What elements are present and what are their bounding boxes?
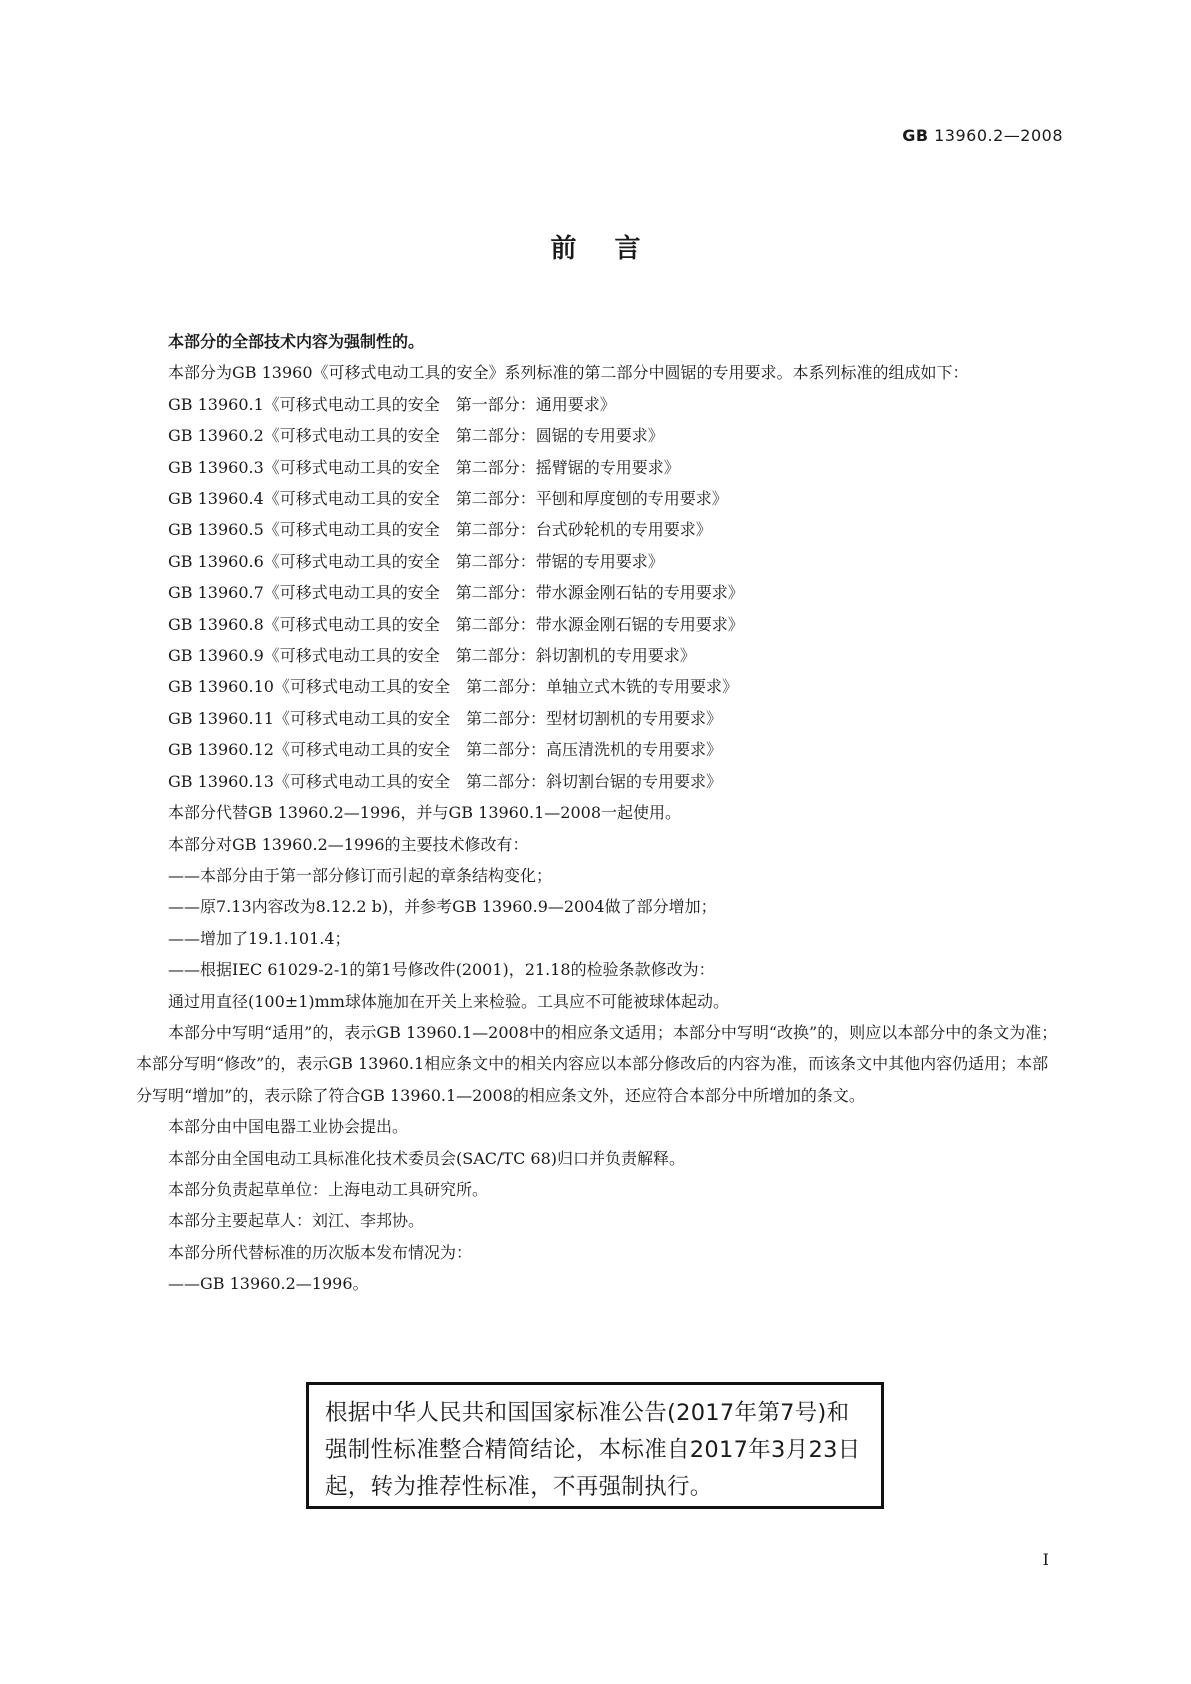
change-item: ——原7.13内容改为8.12.2 b)，并参考GB 13960.9—2004做了部分增加；	[168, 897, 717, 917]
list-item: GB 13960.4《可移式电动工具的安全 第二部分：平刨和厚度刨的专用要求》	[168, 489, 728, 509]
notice-box: 根据中华人民共和国国家标准公告(2017年第7号)和强制性标准整合精简结论，本标准自2017年3月23日起，转为推荐性标准，不再强制执行。	[306, 1382, 884, 1509]
paragraph: 本部分对GB 13960.2—1996的主要技术修改有：	[168, 834, 529, 854]
standard-code: 13960.2—2008	[934, 126, 1063, 145]
foreword-body	[136, 326, 1060, 1300]
page-title: 前言	[550, 234, 679, 264]
change-item: ——根据IEC 61029-2-1的第1号修改件(2001)，21.18的检验条款修改为：	[168, 960, 715, 980]
paragraph: 本部分的全部技术内容为强制性的。	[168, 332, 425, 351]
paragraph: 本部分由中国电器工业协会提出。	[168, 1117, 409, 1137]
list-item: GB 13960.13《可移式电动工具的安全 第二部分：斜切割台锯的专用要求》	[168, 771, 722, 791]
paragraph: 本部分主要起草人：刘江、李邦协。	[168, 1211, 425, 1231]
list-item: GB 13960.7《可移式电动工具的安全 第二部分：带水源金刚石钻的专用要求》	[168, 583, 744, 603]
list-item: GB 13960.10《可移式电动工具的安全 第二部分：单轴立式木铣的专用要求》	[168, 677, 738, 697]
paragraph: 本部分由全国电动工具标准化技术委员会(SAC/TC 68)归口并负责解释。	[168, 1148, 685, 1168]
list-item: GB 13960.6《可移式电动工具的安全 第二部分：带锯的专用要求》	[168, 551, 664, 571]
list-item: GB 13960.3《可移式电动工具的安全 第二部分：摇臂锯的专用要求》	[168, 457, 680, 477]
change-item: ——本部分由于第一部分修订而引起的章条结构变化；	[168, 865, 553, 885]
paragraph: 本部分负责起草单位：上海电动工具研究所。	[168, 1179, 489, 1199]
list-item: GB 13960.2《可移式电动工具的安全 第二部分：圆锯的专用要求》	[168, 426, 664, 446]
paragraph: 本部分中写明“适用”的，表示GB 13960.1—2008中的相应条文适用；本部分中写明“改换”的，则应以本部分中的条文为准；本部分写明“修改”的，表示GB 13960.1相应条文中的相关内容应以本部分修改后的内容为准，而该条文中其他内容仍适用；本部分写明“增加”的，表示除了符合GB 13960.1—2008的相应条文外，还应符合本部分中所增加的条文。	[136, 1022, 1058, 1105]
paragraph: 通过用直径(100±1)mm球体施加在开关上来检验。工具应不可能被球体起动。	[168, 991, 729, 1011]
list-item: GB 13960.12《可移式电动工具的安全 第二部分：高压清洗机的专用要求》	[168, 740, 722, 760]
list-item: GB 13960.8《可移式电动工具的安全 第二部分：带水源金刚石锯的专用要求》	[168, 614, 744, 634]
list-item: GB 13960.9《可移式电动工具的安全 第二部分：斜切割机的专用要求》	[168, 646, 696, 666]
standard-prefix: GB	[902, 126, 929, 145]
change-item: ——GB 13960.2—1996。	[168, 1274, 369, 1294]
page-number: I	[1042, 1550, 1049, 1569]
change-item: ——增加了19.1.101.4；	[168, 928, 351, 948]
standard-number	[902, 126, 1063, 145]
list-item: GB 13960.1《可移式电动工具的安全 第一部分：通用要求》	[168, 394, 616, 414]
paragraph: 本部分代替GB 13960.2—1996，并与GB 13960.1—2008一起使用。	[168, 803, 682, 823]
list-item: GB 13960.11《可移式电动工具的安全 第二部分：型材切割机的专用要求》	[168, 708, 722, 728]
list-item: GB 13960.5《可移式电动工具的安全 第二部分：台式砂轮机的专用要求》	[168, 520, 712, 540]
paragraph: 本部分为GB 13960《可移式电动工具的安全》系列标准的第二部分中圆锯的专用要求。本系列标准的组成如下：	[168, 363, 969, 383]
paragraph: 本部分所代替标准的历次版本发布情况为：	[168, 1242, 473, 1262]
